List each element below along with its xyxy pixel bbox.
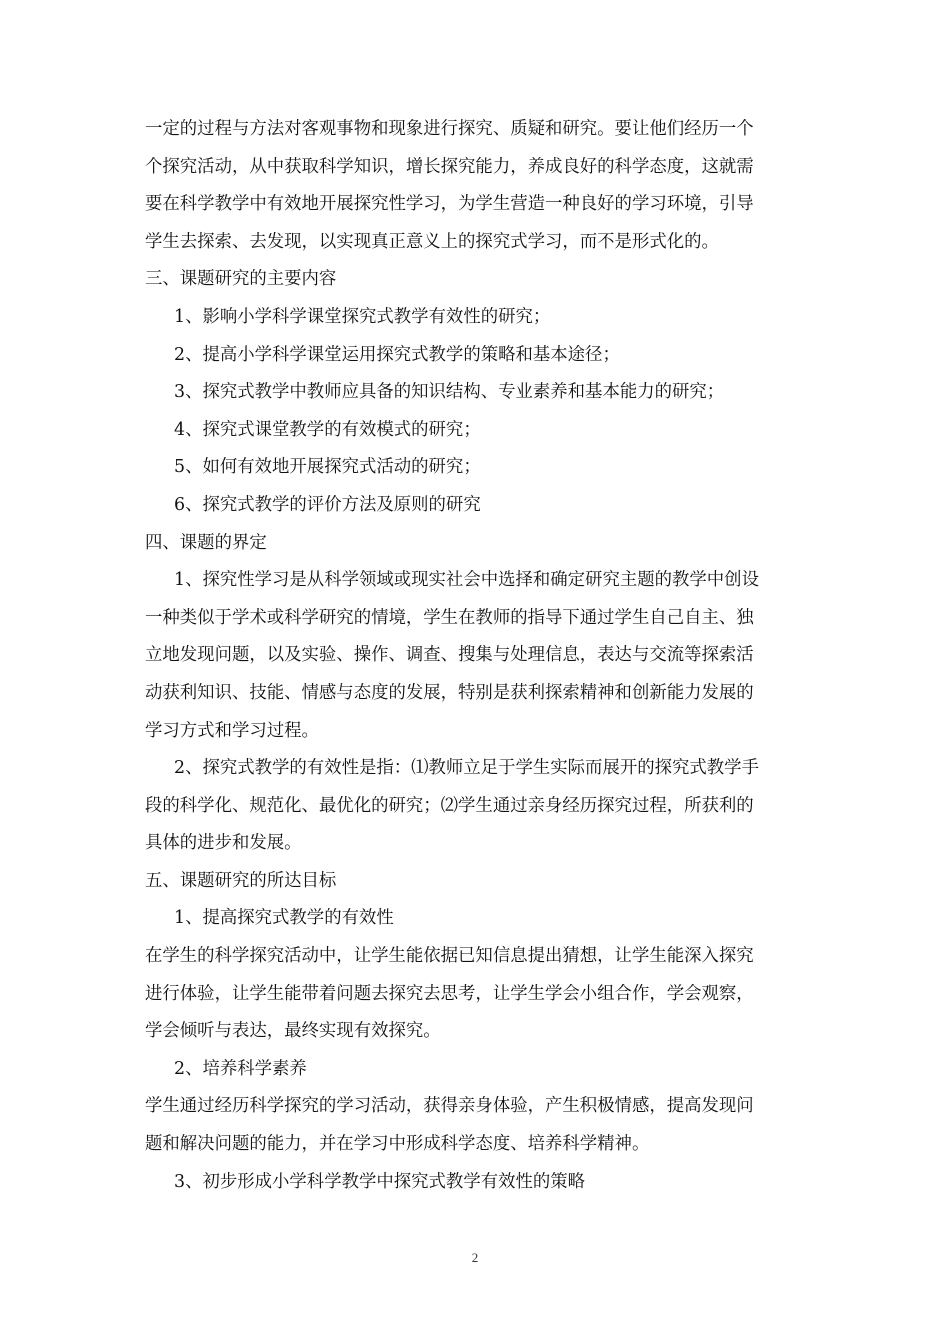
section-heading: 三、课题研究的主要内容 [145, 269, 337, 290]
paragraph-line: 立地发现问题，以及实验、操作、调查、搜集与处理信息，表达与交流等探索活 [145, 645, 754, 666]
subsection-heading: 3、初步形成小学科学教学中探究式教学有效性的策略 [174, 1171, 586, 1192]
paragraph-line: 个探究活动，从中获取科学知识，增长探究能力，养成良好的科学态度，这就需 [145, 156, 754, 177]
paragraph-line: 动获利知识、技能、情感与态度的发展，特别是获利探索精神和创新能力发展的 [145, 682, 754, 703]
paragraph-line: 在学生的科学探究活动中，让学生能依据已知信息提出猜想，让学生能深入探究 [145, 946, 754, 967]
paragraph-line: 一定的过程与方法对客观事物和现象进行探究、质疑和研究。要让他们经历一个 [145, 119, 754, 139]
list-item: 5、如何有效地开展探究式活动的研究； [174, 457, 481, 478]
subsection-heading: 2、培养科学素养 [174, 1058, 307, 1079]
paragraph-line: 题和解决问题的能力，并在学习中形成科学态度、培养科学精神。 [145, 1134, 650, 1155]
paragraph-line: 2、探究式教学的有效性是指：⑴教师立足于学生实际而展开的探究式教学手 [174, 758, 759, 779]
list-item: 4、探究式课堂教学的有效模式的研究； [174, 419, 481, 440]
subsection-heading: 1、提高探究式教学的有效性 [174, 908, 394, 929]
list-item: 6、探究式教学的评价方法及原则的研究 [174, 494, 481, 515]
paragraph-line: 具体的进步和发展。 [145, 833, 302, 854]
document-body [145, 111, 813, 1201]
paragraph-line: 学生去探索、去发现，以实现真正意义上的探究式学习，而不是形式化的。 [145, 231, 719, 252]
paragraph-line: 进行体验，让学生能带着问题去探究去思考，让学生学会小组合作，学会观察， [145, 983, 754, 1004]
paragraph-line: 学会倾听与表达，最终实现有效探究。 [145, 1021, 441, 1042]
paragraph-line: 一种类似于学术或科学研究的情境，学生在教师的指导下通过学生自己自主、独 [145, 607, 754, 628]
section-heading: 四、课题的界定 [145, 532, 267, 553]
list-item: 2、提高小学科学课堂运用探究式教学的策略和基本途径； [174, 344, 620, 365]
page-number: 2 [471, 1250, 479, 1265]
section-heading: 五、课题研究的所达目标 [145, 870, 337, 891]
paragraph-line: 要在科学教学中有效地开展探究性学习，为学生营造一种良好的学习环境，引导 [145, 194, 754, 215]
paragraph-line: 段的科学化、规范化、最优化的研究；⑵学生通过亲身经历探究过程，所获利的 [145, 795, 754, 816]
paragraph-line: 1、探究性学习是从科学领域或现实社会中选择和确定研究主题的教学中创设 [174, 570, 759, 591]
paragraph-line: 学习方式和学习过程。 [145, 720, 319, 741]
list-item: 3、探究式教学中教师应具备的知识结构、专业素养和基本能力的研究； [174, 382, 725, 403]
list-item: 1、影响小学科学课堂探究式教学有效性的研究； [174, 306, 551, 327]
paragraph-line: 学生通过经历科学探究的学习活动，获得亲身体验，产生积极情感，提高发现问 [145, 1096, 754, 1117]
